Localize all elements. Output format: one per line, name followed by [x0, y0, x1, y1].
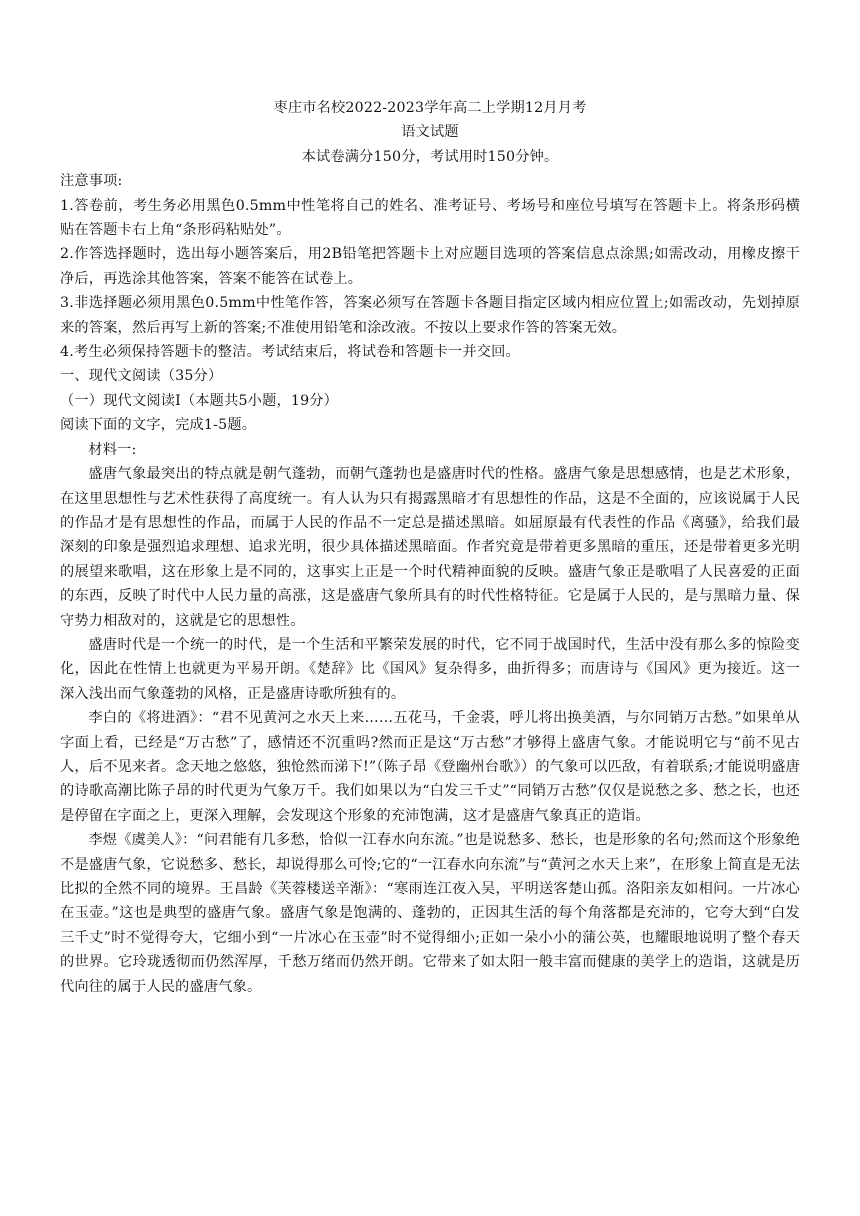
body-paragraph: 盛唐气象最突出的特点就是朝气蓬勃，而朝气蓬勃也是盛唐时代的性格。盛唐气象是思想感情，也是艺术形象，在这里思想性与艺术性获得了高度统一。有人认为只有揭露黑暗才有思想性的作品，这是不全面的，应该说属于人民的作品才是有思想性的作品，而属于人民的作品不一定总是描述黑暗。如屈原最有代表性的作品《离骚》，给我们最深刻的印象是强烈追求理想、追求光明，很少具体描述黑暗面。作者究竟是带着更多黑暗的重压，还是带着更多光明的展望来歌唱，这在形象上是不同的，这事实上正是一个时代精神面貌的反映。盛唐气象正是歌唱了人民喜爱的正面的东西，反映了时代中人民力量的高涨，这是盛唐气象所具有的时代性格特征。它是属于人民的，是与黑暗力量、保守势力相敌对的，这就是它的思想性。	[60, 466, 800, 629]
notice-item: 4.考生必须保持答题卡的整洁。考试结束后，将试卷和答题卡一并交回。	[60, 344, 520, 361]
notice-item: 3.非选择题必须用黑色0.5mm中性笔作答，答案必须写在答题卡各题目指定区域内相应位置上;如需改动，先划掉原来的答案，然后再写上新的答案;不准使用铅笔和涂改液。不按以上要求作答的答案无效。	[60, 295, 800, 336]
notice-heading: 注意事项:	[60, 173, 123, 190]
section-instruction: 阅读下面的文字，完成1-5题。	[60, 417, 257, 434]
notice-item: 1.答卷前，考生务必用黑色0.5mm中性笔将自己的姓名、准考证号、考场号和座位号填写在答题卡上。将条形码横贴在答题卡右上角“条形码粘贴处”。	[60, 197, 800, 239]
exam-title: 枣庄市名校2022-2023学年高二上学期12月月考	[273, 100, 587, 116]
body-paragraph: 盛唐时代是一个统一的时代，是一个生活和平繁荣发展的时代，它不同于战国时代，生活中没有那么多的惊险变化，因此在性情上也就更为平易开朗。《楚辞》比《国风》复杂得多，曲折得多；而唐诗与《国风》更为接近。这一深入浅出而气象蓬勃的风格，正是盛唐诗歌所独有的。	[60, 636, 800, 702]
body-paragraph: 李白的《将进酒》：“君不见黄河之水天上来……五花马，千金裘，呼儿将出换美酒，与尔同销万古愁。”如果单从字面上看，已经是“万古愁”了，感情还不沉重吗?然而正是这“万古愁”才够得上盛唐气象。才能说明它与“前不见古人，后不见来者。念天地之悠悠，独怆然而涕下!”（陈子昂《登幽州台歌》）的气象可以匹敌，有着联系;才能说明盛唐的诗歌高潮比陈子昂的时代更为气象万千。我们如果以为“白发三千丈”“同销万古愁”仅仅是说愁之多、愁之长，也还是停留在字面之上，更深入理解，会发现这个形象的充沛饱满，这才是盛唐气象真正的造诣。	[60, 710, 800, 824]
body-paragraph: 李煜《虞美人》：“问君能有几多愁，恰似一江春水向东流。”也是说愁多、愁长，也是形象的名句;然而这个形象绝不是盛唐气象，它说愁多、愁长，却说得那么可怜;它的“一江春水向东流”与“黄河之水天上来”，在形象上简直是无法比拟的全然不同的境界。王昌龄《芙蓉楼送辛渐》：“寒雨连江夜入吴，平明送客楚山孤。洛阳亲友如相问。一片冰心在玉壶。”这也是典型的盛唐气象。盛唐气象是饱满的、蓬勃的，正因其生活的每个角落都是充沛的，它夸大到“白发三千丈”时不觉得夸大，它细小到“一片冰心在玉壶”时不觉得细小;正如一朵小小的蒲公英，也耀眼地说明了整个春天的世界。它玲珑透彻而仍然浑厚，千愁万绪而仍然开朗。它带来了如太阳一般丰富而健康的美学上的造诣，这就是历代向往的属于人民的盛唐气象。	[60, 832, 800, 995]
notice-item: 2.作答选择题时，选出每小题答案后，用2B铅笔把答题卡上对应题目选项的答案信息点涂黑;如需改动，用橡皮擦干净后，再选涂其他答案，答案不能答在试卷上。	[60, 246, 800, 287]
material-label: 材料一:	[88, 441, 137, 458]
section-subheading: （一）现代文阅读Ⅰ（本题共5小题，19分）	[60, 392, 339, 409]
exam-subject: 语文试题	[401, 124, 459, 141]
section-heading: 一、现代文阅读（35分）	[60, 368, 223, 385]
exam-info: 本试卷满分150分，考试用时150分钟。	[301, 148, 559, 165]
